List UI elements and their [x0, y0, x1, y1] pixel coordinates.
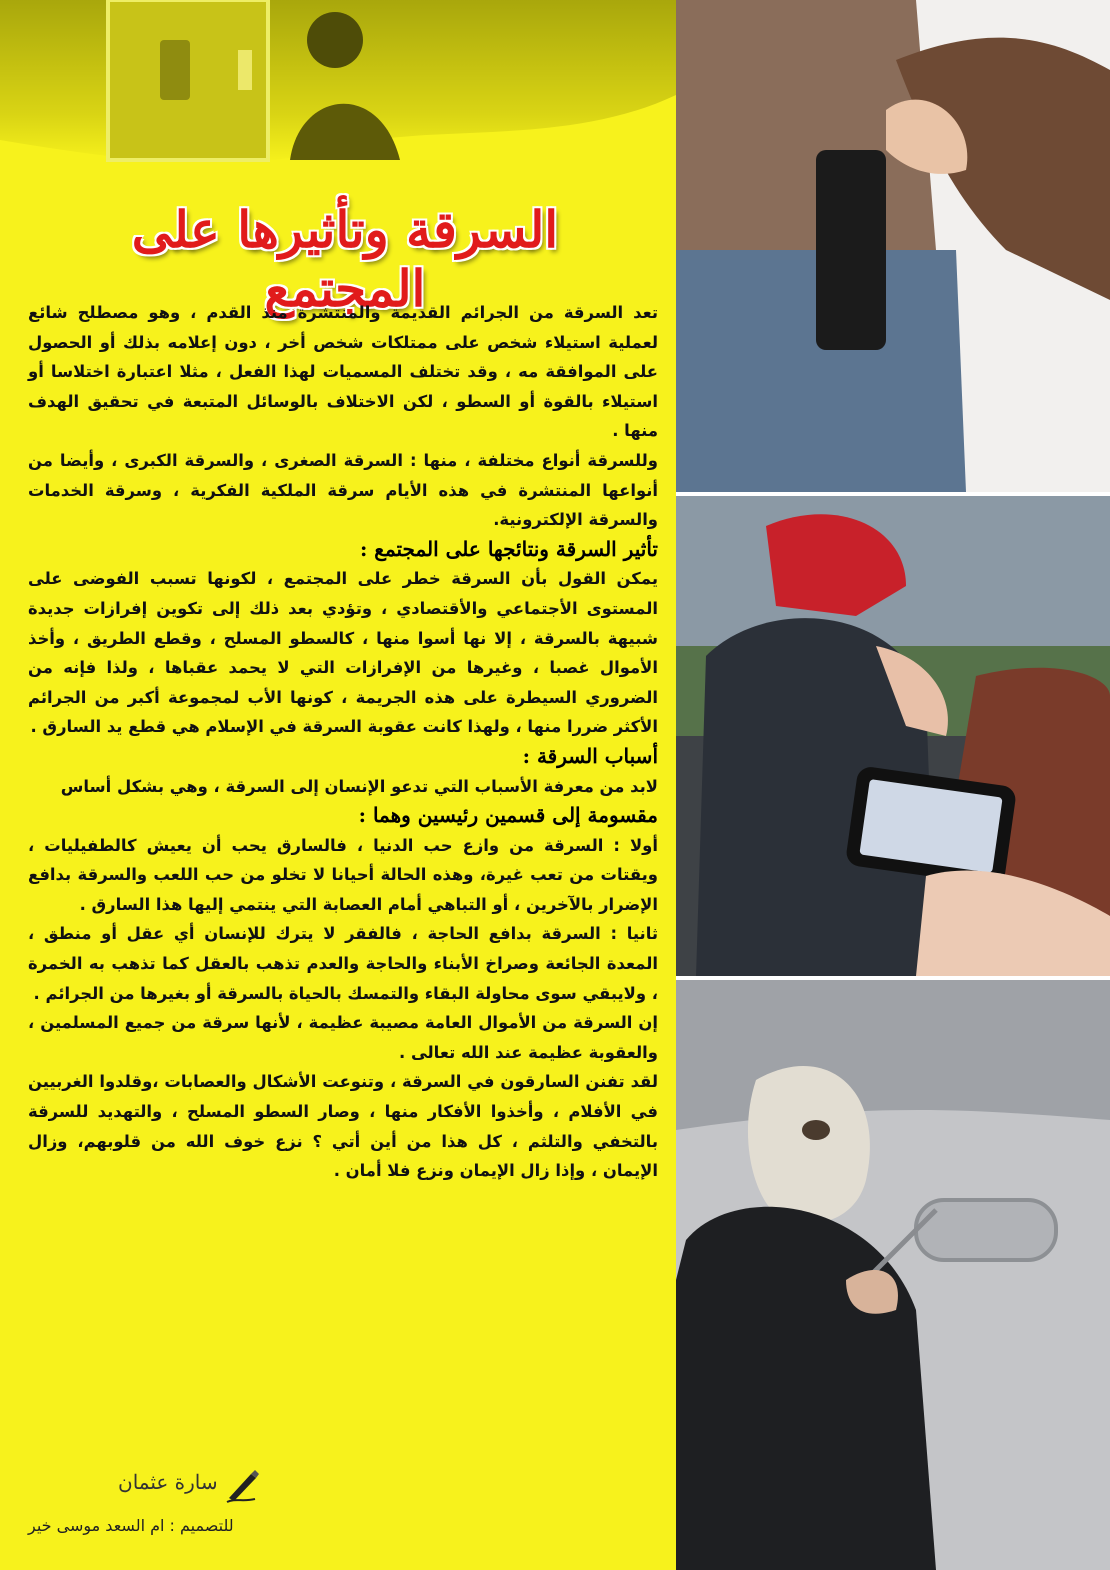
paragraph-cause-second: ثانيا : السرقة بدافع الحاجة ، فالفقر لا يترك للإنسان أي عقل أو منطق ، المعدة الجائعة وصراخ الأبناء والحاجة والعدم تذهب بالعقل كما تذهب به الخمرة ، ولايبقي سوى محاولة البقاء والتمسك بالحياة بالسرقة أو بغيرها من الجرائم . — [28, 924, 658, 1003]
heading-impact: تأثير السرقة ونتائجها على المجتمع : — [359, 536, 658, 561]
paragraph-cause-first: أولا : السرقة من وازع حب الدنيا ، فالسارق يحب أن يعيش كالطفيليات ، ويقتات من تعب غيرة، وهذه الحالة أحيانا لا تخلو من حب اللعب والسرقة بدافع الإضرار بالآخرين ، أو التباهي أمام العصابة التي ينتمي إليها هذا السارق . — [28, 835, 658, 914]
paragraph-public-funds: إن السرقة من الأموال العامة مصيبة عظيمة ، لأنها سرقة من جميع المسلمين ، والعقوبة عظيمة عند الله تعالى . — [28, 1013, 658, 1062]
paragraph-types: وللسرقة أنواع مختلفة ، منها : السرقة الصغرى ، والسرقة الكبرى ، وأيضا من أنواعها المنتشرة في هذه الأيام سرقة الملكية الفكرية ، وسرقة الخدمات والسرقة الإلكترونية. — [28, 450, 658, 530]
burglar-door-illustration — [0, 0, 676, 175]
paragraph-causes-intro: لابد من معرفة الأسباب التي تدعو الإنسان إلى السرقة ، وهي بشكل أساس — [60, 776, 658, 796]
poster-title: السرقة وتأثيرها على المجتمع — [131, 200, 559, 318]
car-thief-photo — [676, 980, 1110, 1570]
design-credit: للتصميم : ام السعد موسى خير — [28, 1516, 234, 1535]
paragraph-intro: تعد السرقة من الجرائم القديمة والمنتشرة منذ القدم ، وهو مصطلح شائع لعملية استيلاء شخص على ممتلكات شخص أخر ، دون إعلامه بذلك أو الحصول على الموافقة مه ، وقد تختلف المسميات لهذا الفعل ، مثلا اعتبارة اختلاسا أو استيلاء بالقوة أو السطو ، لكن الاختلاف بالوسائل المتبعة في تحقيق الهدف منها . — [28, 303, 658, 441]
paragraph-impact: يمكن القول بأن السرقة خطر على المجتمع ، لكونها تسبب الفوضى على المستوى الأجتماعي والأقتصادي ، وتؤدي بعد ذلك إلى تكوين إفرازات جديدة شبيهة بالسرقة ، إلا نها أسوا منها ، كالسطو المسلح ، وقطع الطريق ، وأخذ الأموال غصبا ، وغيرها من الإفرازات التي لا يحمد عقباها ، ولذا فإنه من الضروري السيطرة على هذه الجريمة ، كونها الأب لمجموعة أكبر من الجرائم الأكثر ضررا منها ، ولهذا كانت عقوبة السرقة في الإسلام هي قطع يد السارق . — [28, 569, 658, 737]
pickpocket-photo — [676, 0, 1110, 492]
heading-causes: أسباب السرقة : — [522, 743, 658, 768]
phone-snatch-photo — [676, 496, 1110, 976]
paragraph-conclusion: لقد تفنن السارقون في السرقة ، وتنوعت الأشكال والعصابات ،وقلدوا الغربيين في الأفلام ، وأخذوا الأفكار منها ، وصار السطو المسلح ، والتهديد للسرقة بالتخفي والتلثم ، كل هذا من أين أتي ؟ نزع خوف الله من قلوبهم، وزال الإيمان ، وإذا زال الإيمان ونزع فلا أمان . — [28, 1072, 658, 1181]
heading-causes-split: مقسومة إلى قسمين رئيسين وهما : — [358, 803, 658, 828]
pen-signature-icon — [225, 1468, 261, 1504]
article-body — [28, 298, 658, 1186]
author-signature: سارة عثمان — [118, 1470, 218, 1494]
